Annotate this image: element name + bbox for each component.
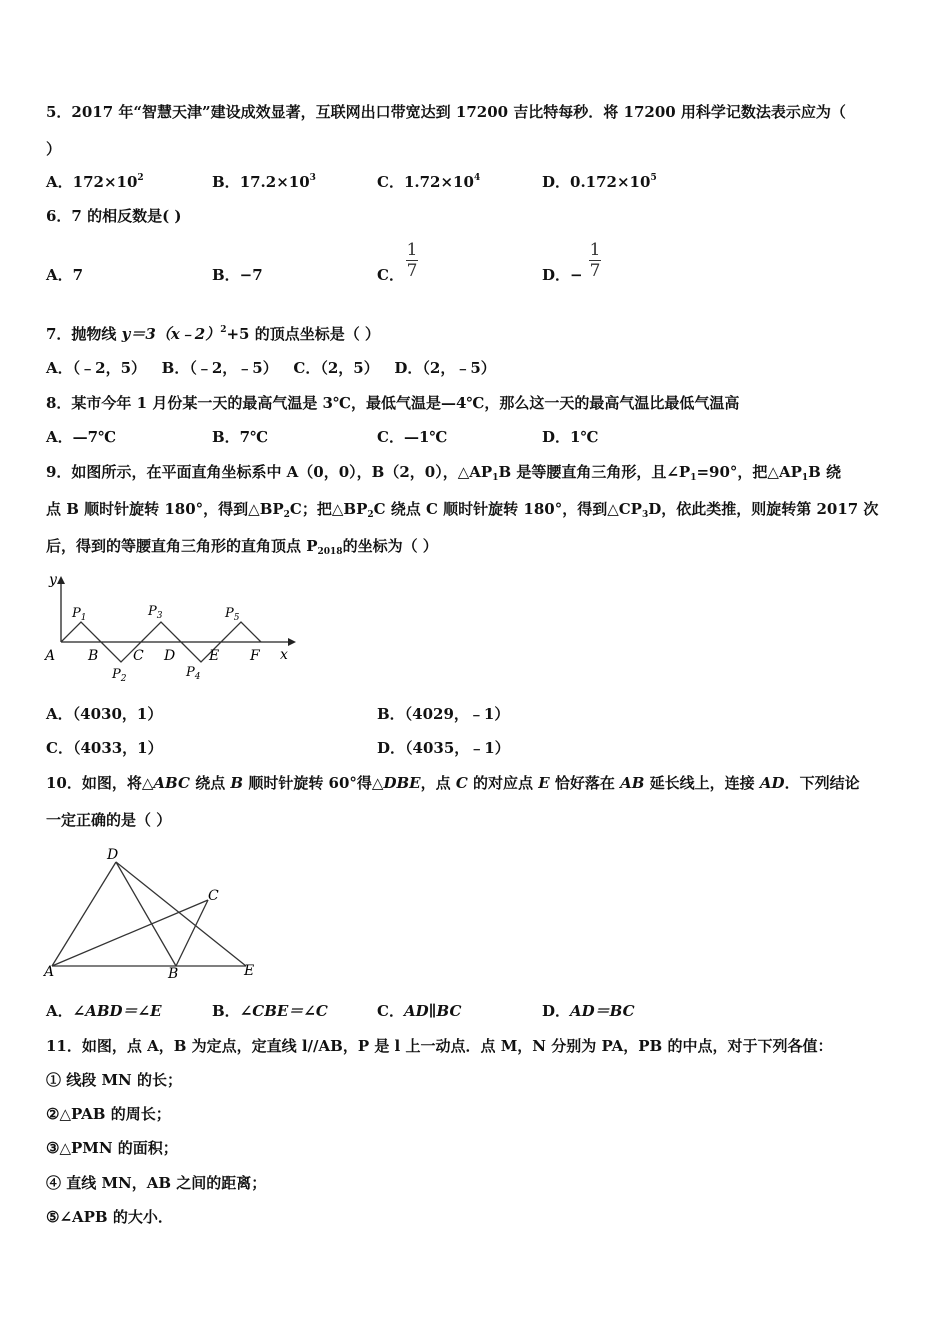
q10-stem-line1: 10．如图，将△ABC 绕点 B 顺时针旋转 60°得△DBE，点 C 的对应点 E 恰好落在 AB 延长线上，连接 AD．下列结论 bbox=[46, 774, 860, 792]
q9-y-label: y bbox=[49, 572, 57, 588]
q9-stem-line3: 后，得到的等腰直角三角形的直角顶点 $P_{2018}$的坐标为（ ） bbox=[46, 537, 438, 557]
q10-line-de bbox=[116, 862, 246, 966]
q10-stem-line2: 一定正确的是（ ） bbox=[46, 811, 172, 829]
q8-option-b: B．7℃ bbox=[212, 428, 269, 446]
q8-option-d: D．1℃ bbox=[542, 428, 599, 446]
q6-option-b: B．−7 bbox=[212, 266, 263, 284]
q9-label-p1: $P_1$ bbox=[72, 606, 87, 623]
q10-figure bbox=[42, 842, 264, 982]
q7-options: A．（﹣2，5） B．（﹣2，﹣5） C．（2，5） D．（2，﹣5） bbox=[46, 359, 496, 377]
q11-item-1: ① 线段 MN 的长； bbox=[46, 1071, 182, 1089]
q7-stem: 7．抛物线 y＝3（x﹣2）$^2$+5 的顶点坐标是（ ） bbox=[46, 325, 380, 343]
q9-x-label: x bbox=[280, 647, 288, 663]
q9-label-p4: $P_4$ bbox=[186, 665, 201, 682]
q5-option-a: A．$172\times 10^2$ bbox=[46, 173, 144, 191]
q9-option-b: B．（4029，﹣1） bbox=[377, 705, 510, 723]
q5-option-c: C．$1.72\times 10^4$ bbox=[377, 173, 481, 191]
q11-stem: 11．如图，点 A，B 为定点，定直线 l//AB，P 是 l 上一动点．点 M，N 分别为 PA，PB 的中点，对于下列各值： bbox=[46, 1037, 833, 1055]
q6-stem: 6．7 的相反数是( ) bbox=[46, 207, 182, 225]
q5-stem-line1: 5．2017 年“智慧天津”建设成效显著，互联网出口带宽达到 17200 吉比特每秒．将 17200 用科学记数法表示应为（ bbox=[46, 103, 846, 121]
q6-option-a: A．7 bbox=[46, 266, 84, 284]
q9-option-d: D．（4035，﹣1） bbox=[377, 739, 510, 757]
q9-stem-line2: 点 B 顺时针旋转 180°，得到$\triangle BP_2C$；把$\triangle BP_2C$ 绕点 C 顺时针旋转 180°，得到$\triangle CP_3D$，依此类推，则旋转第 2017 次 bbox=[46, 500, 879, 520]
q6-option-d-label: D．− bbox=[542, 266, 583, 284]
q10-line-cb bbox=[176, 900, 208, 966]
q9-label-f: F bbox=[250, 648, 260, 664]
q10-option-d: D．AD＝BC bbox=[542, 1002, 635, 1020]
q11-item-5: ⑤∠APB 的大小． bbox=[46, 1208, 173, 1226]
q10-line-ac bbox=[52, 900, 208, 966]
q9-label-b: B bbox=[88, 648, 99, 664]
q9-label-d: D bbox=[164, 648, 176, 664]
q10-label-d: D bbox=[107, 847, 119, 863]
q9-label-p2: $P_2$ bbox=[112, 667, 127, 684]
q9-option-c: C．（4033，1） bbox=[46, 739, 163, 757]
q8-option-a: A．—7℃ bbox=[46, 428, 117, 446]
q9-stem-line1: 9．如图所示，在平面直角坐标系中 A（0，0），B（2，0），$\triangle AP_1B$ 是等腰直角三角形，且$\angle P_1=90^\circ$，把$\triangle AP_1B$ 绕 bbox=[46, 463, 842, 483]
q9-label-p5: $P_5$ bbox=[225, 606, 240, 623]
q8-option-c: C．—1℃ bbox=[377, 428, 448, 446]
q9-label-e: E bbox=[209, 648, 220, 664]
q10-option-a: A．∠ABD＝∠E bbox=[46, 1002, 162, 1020]
q10-label-a: A bbox=[44, 964, 55, 980]
q9-x-arrow bbox=[288, 638, 296, 646]
q10-line-ad bbox=[52, 862, 116, 966]
q10-label-e: E bbox=[244, 963, 255, 979]
q10-option-b: B．∠CBE＝∠C bbox=[212, 1002, 328, 1020]
q10-line-db bbox=[116, 862, 176, 966]
q6-option-c-label: C． bbox=[377, 266, 404, 284]
q10-label-c: C bbox=[208, 888, 219, 904]
q11-item-3: ③△PMN 的面积； bbox=[46, 1139, 178, 1157]
q5-stem-line2: ） bbox=[46, 140, 62, 158]
q11-item-2: ②△PAB 的周长； bbox=[46, 1105, 171, 1123]
q6-option-c-fraction: 1 7 bbox=[406, 240, 418, 281]
q5-option-b: B．$17.2\times 10^3$ bbox=[212, 173, 316, 191]
q5-option-d: D．$0.172\times 10^5$ bbox=[542, 173, 657, 191]
q9-option-a: A．（4030，1） bbox=[46, 705, 163, 723]
q8-stem: 8．某市今年 1 月份某一天的最高气温是 3℃，最低气温是—4℃，那么这一天的最高气温比最低气温高 bbox=[46, 394, 740, 412]
q9-y-arrow bbox=[57, 576, 65, 584]
q11-item-4: ④ 直线 MN，AB 之间的距离； bbox=[46, 1174, 267, 1192]
q9-label-a: A bbox=[45, 648, 56, 664]
q9-label-p3: $P_3$ bbox=[148, 604, 163, 621]
q6-option-d-fraction: 1 7 bbox=[589, 240, 601, 281]
q9-label-c: C bbox=[133, 648, 144, 664]
q10-option-c: C．AD∥BC bbox=[377, 1002, 462, 1020]
q9-figure bbox=[44, 570, 298, 686]
q10-label-b: B bbox=[168, 966, 179, 982]
